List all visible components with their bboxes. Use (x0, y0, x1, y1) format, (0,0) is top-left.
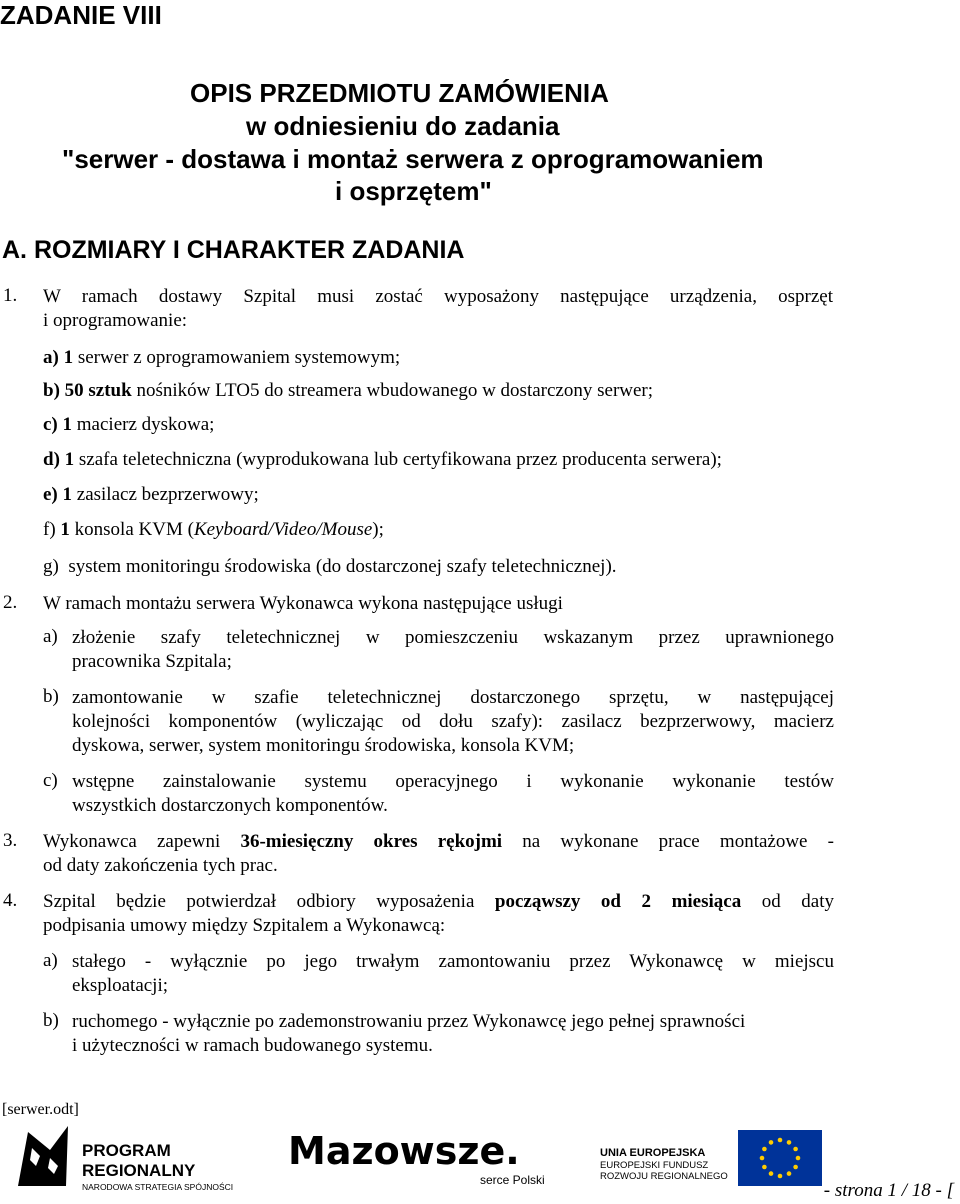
list-tail: ); (372, 519, 384, 540)
list-text: wstępne zainstalowanie systemu operacyjnego i wykonanie wykonanie testów (72, 771, 834, 792)
logo-text: Mazowsze. (288, 1129, 520, 1173)
list-text: stałego - wyłącznie po jego trwałym zamontowaniu przez Wykonawcę w miejscu (72, 951, 834, 972)
list-text: serwer z oprogramowaniem systemowym; (73, 347, 401, 368)
list-item (43, 483, 259, 507)
title-line-1: OPIS PRZEDMIOTU ZAMÓWIENIA (190, 78, 609, 108)
item-1-line-2: i oprogramowanie: (43, 310, 188, 331)
logo-text: EUROPEJSKI FUNDUSZ (600, 1160, 709, 1171)
list-label: a) (43, 626, 58, 647)
footer-logos (10, 1122, 940, 1192)
list-item (43, 518, 384, 542)
list-item (43, 413, 214, 437)
list-text: kolejności komponentów (wyliczając od dołu szafy): zasilacz bezprzerwowy, macierz (72, 711, 834, 732)
list-item (43, 346, 400, 370)
list-bold: 1 (63, 347, 74, 368)
section-heading: A. ROZMIARY I CHARAKTER ZADANIA (2, 236, 465, 264)
item-number: 1. (3, 285, 18, 306)
item-4-line-2: podpisania umowy między Szpitalem a Wykonawcą: (43, 915, 446, 936)
list-text: pracownika Szpitala; (72, 651, 232, 672)
item-3-line-1 (43, 830, 834, 854)
list-label: b) (43, 380, 60, 401)
logo-text: serce Polski (480, 1173, 545, 1187)
list-bold: 1 (64, 449, 75, 470)
page-number-tail: [ (946, 1180, 954, 1201)
title-line-4: i osprzętem" (335, 176, 492, 206)
eu-logo (600, 1130, 822, 1186)
item-1-line-1: W ramach dostawy Szpital musi zostać wyposażony następujące urządzenia, osprzęt (43, 286, 833, 307)
list-item (43, 448, 722, 472)
list-item (43, 379, 653, 403)
list-label: c) (43, 770, 58, 791)
item-number: 4. (3, 890, 18, 911)
list-bold: 1 (62, 414, 73, 435)
list-label: a) (43, 950, 58, 971)
list-label: b) (43, 686, 59, 707)
item-2-line-1: W ramach montażu serwera Wykonawca wykona następujące usługi (43, 593, 563, 614)
list-bold: 1 (60, 519, 70, 540)
logo-text: ROZWOJU REGIONALNEGO (600, 1171, 728, 1182)
list-text: zamontowanie w szafie teletechnicznej dostarczonego sprzętu, w następującej (72, 687, 834, 708)
list-label: b) (43, 1010, 59, 1031)
list-text: macierz dyskowa; (72, 414, 215, 435)
title-line-2: w odniesieniu do zadania (246, 111, 560, 141)
item-4-pre: Szpital będzie potwierdzał odbiory wyposażenia (43, 891, 495, 912)
list-label: f) (43, 519, 56, 540)
item-number: 2. (3, 592, 18, 613)
list-text: zasilacz bezprzerwowy; (72, 484, 259, 505)
page-number (824, 1180, 954, 1202)
file-name: [serwer.odt] (2, 1101, 79, 1118)
list-bold: 50 sztuk (64, 380, 132, 401)
list-bold: 1 (62, 484, 73, 505)
logo-text: REGIONALNY (82, 1161, 196, 1180)
list-label: c) (43, 414, 58, 435)
item-number: 3. (3, 830, 18, 851)
title-line-3: "serwer - dostawa i montaż serwera z oprogramowaniem (62, 144, 764, 174)
list-text: wszystkich dostarczonych komponentów. (72, 795, 388, 816)
list-text: eksploatacji; (72, 975, 169, 996)
list-text: złożenie szafy teletechnicznej w pomieszczeniu wskazanym przez uprawnionego (72, 627, 834, 648)
item-3-bold: 36-miesięczny okres rękojmi (240, 831, 503, 852)
logo-text: PROGRAM (82, 1141, 171, 1160)
list-italic: Keyboard/Video/Mouse (193, 519, 373, 540)
item-4-post: od daty (741, 891, 834, 912)
list-text: i użyteczności w ramach budowanego systemu. (72, 1035, 433, 1056)
document-label: ZADANIE VIII (0, 0, 162, 30)
item-3-pre: Wykonawca zapewni (43, 831, 241, 852)
page-number-text: - strona 1 / 18 - (823, 1180, 942, 1201)
logo-shape (18, 1126, 68, 1186)
list-item (43, 555, 617, 579)
list-text: nośników LTO5 do streamera wbudowanego w dostarczony serwer; (131, 380, 654, 401)
item-4-line-1 (43, 890, 834, 914)
item-3-line-2: od daty zakończenia tych prac. (43, 855, 278, 876)
list-text: ruchomego - wyłącznie po zademonstrowaniu przez Wykonawcę jego pełnej sprawności (72, 1011, 746, 1032)
item-3-post: na wykonane prace montażowe - (502, 831, 834, 852)
list-label: g) (43, 556, 59, 577)
logo-text: NARODOWA STRATEGIA SPÓJNOŚCI (82, 1182, 234, 1192)
item-4-bold: począwszy od 2 miesiąca (494, 891, 742, 912)
logo-text: UNIA EUROPEJSKA (600, 1147, 706, 1159)
list-text: dyskowa, serwer, system monitoringu środowiska, konsola KVM; (72, 735, 575, 756)
program-regionalny-logo (18, 1126, 233, 1192)
mazowsze-logo (288, 1129, 545, 1187)
list-text: konsola KVM ( (69, 519, 194, 540)
list-label: a) (43, 347, 59, 368)
list-text: szafa teletechniczna (wyprodukowana lub certyfikowana przez producenta serwera); (74, 449, 722, 470)
list-text: system monitoringu środowiska (do dostarczonej szafy teletechnicznej). (68, 556, 617, 577)
list-label: e) (43, 484, 58, 505)
list-label: d) (43, 449, 60, 470)
